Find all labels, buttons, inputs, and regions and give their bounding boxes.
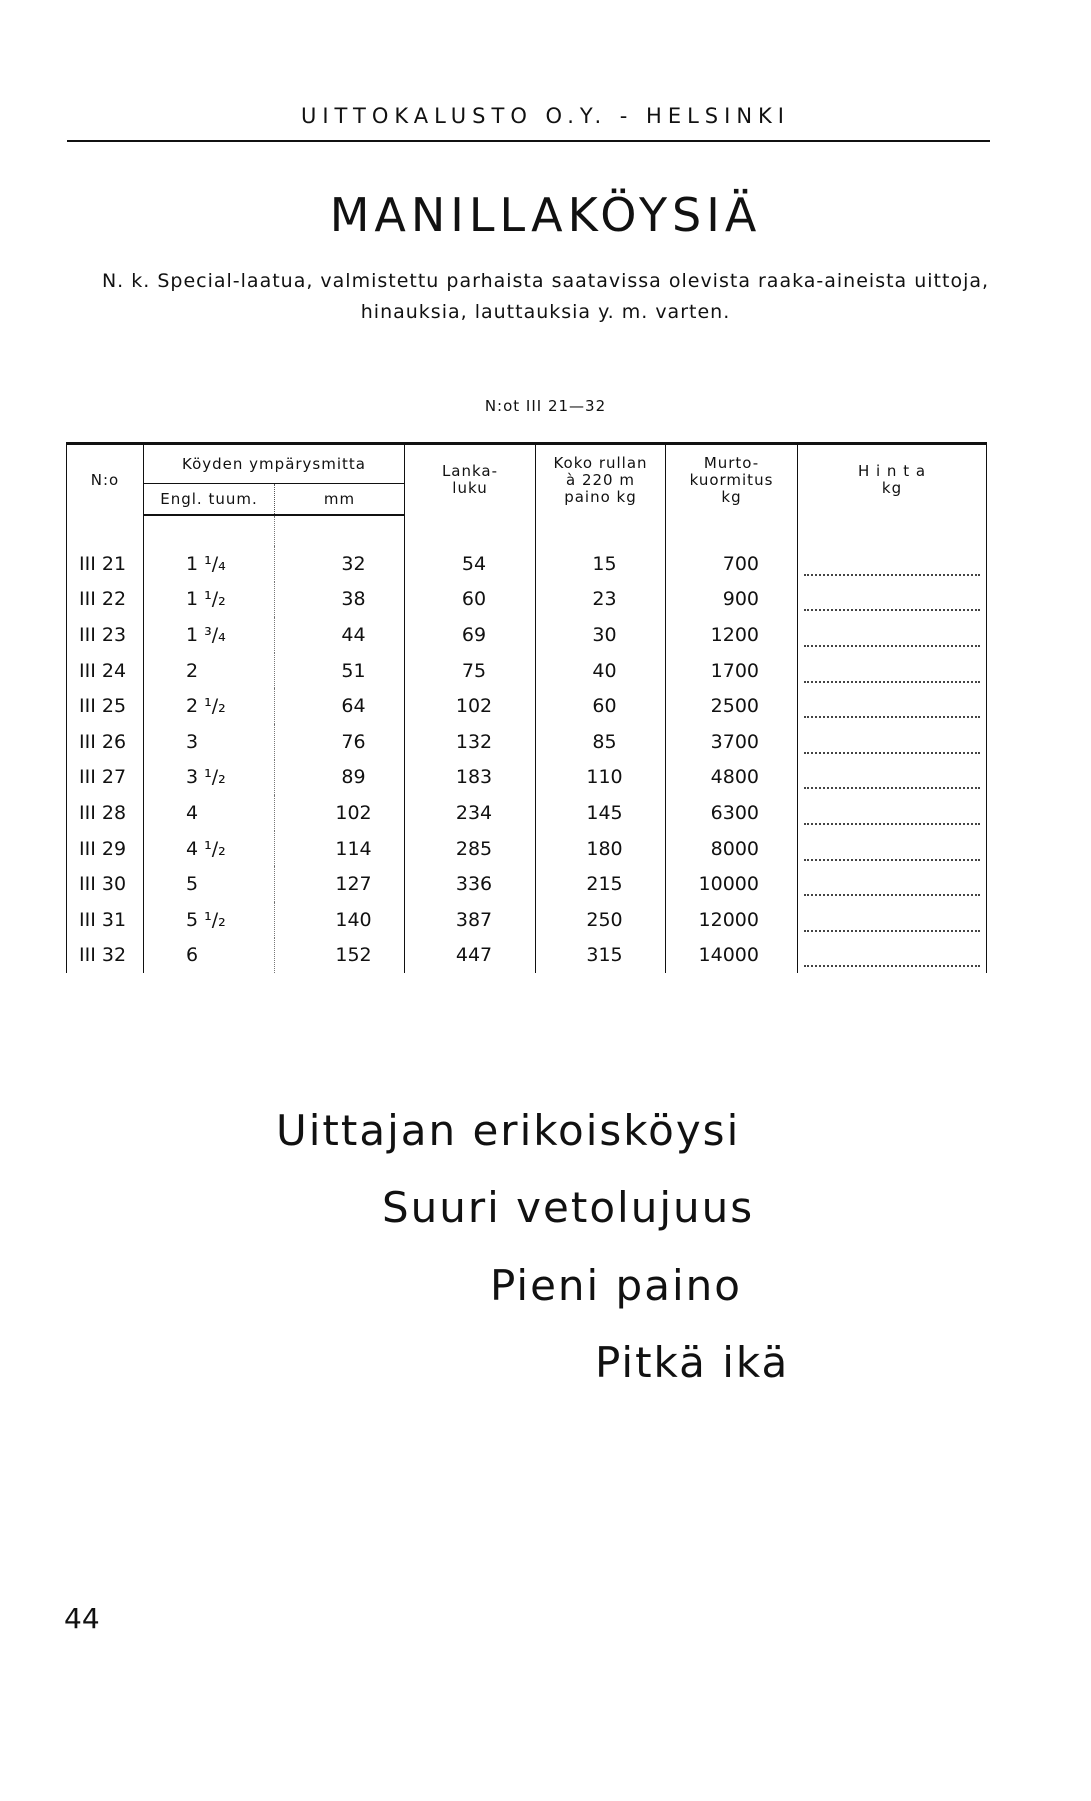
header-strands (405, 444, 536, 516)
cell-coil-weight: 315 (536, 938, 666, 974)
slogan-line-1: Uittajan erikoisköysi (276, 1106, 741, 1155)
cell-price-blank (798, 724, 987, 760)
cell-strands: 387 (405, 902, 536, 938)
cell-inch: 2 ¹/₂ (144, 688, 275, 724)
cell-strands: 75 (405, 653, 536, 689)
spacer-cell (536, 515, 666, 546)
dotted-leader (804, 556, 980, 576)
cell-inch: 2 (144, 653, 275, 689)
cell-mm: 114 (275, 831, 405, 867)
header-rule (67, 140, 990, 142)
cell-no: III 23 (67, 617, 144, 653)
cell-price-blank (798, 938, 987, 974)
cell-mm: 51 (275, 653, 405, 689)
cell-no: III 29 (67, 831, 144, 867)
header-coil-weight (536, 444, 666, 516)
header-breaking-line1: Murto- (703, 453, 760, 472)
cell-coil-weight: 15 (536, 546, 666, 582)
spacer-cell (275, 515, 405, 546)
cell-breaking-load: 4800 (666, 760, 798, 796)
cell-breaking-load: 10000 (666, 866, 798, 902)
range-label: N:ot III 21—32 (484, 397, 607, 415)
cell-mm: 38 (275, 582, 405, 618)
table-row (67, 938, 987, 974)
cell-breaking-load: 700 (666, 546, 798, 582)
dotted-leader (804, 947, 980, 967)
cell-no: III 32 (67, 938, 144, 974)
dotted-leader (804, 912, 980, 932)
cell-strands: 54 (405, 546, 536, 582)
table-row (67, 582, 987, 618)
cell-coil-weight: 85 (536, 724, 666, 760)
dotted-leader (804, 591, 980, 611)
cell-coil-weight: 110 (536, 760, 666, 796)
cell-price-blank (798, 795, 987, 831)
rope-table (66, 442, 987, 973)
cell-strands: 69 (405, 617, 536, 653)
cell-price-blank (798, 582, 987, 618)
cell-breaking-load: 2500 (666, 688, 798, 724)
header-strands-line1: Lanka- (441, 462, 499, 480)
cell-coil-weight: 40 (536, 653, 666, 689)
table-row (67, 617, 987, 653)
cell-price-blank (798, 617, 987, 653)
header-breaking-load (666, 444, 798, 516)
page-number: 44 (64, 1602, 100, 1635)
company-header: UITTOKALUSTO O.Y. - HELSINKI (300, 104, 791, 128)
table-row (67, 546, 987, 582)
table-row (67, 760, 987, 796)
dotted-leader (804, 805, 980, 825)
cell-coil-weight: 250 (536, 902, 666, 938)
cell-mm: 102 (275, 795, 405, 831)
cell-strands: 132 (405, 724, 536, 760)
cell-no: III 24 (67, 653, 144, 689)
dotted-leader (804, 841, 980, 861)
dotted-leader (804, 734, 980, 754)
cell-inch: 1 ¹/₂ (144, 582, 275, 618)
cell-inch: 4 (144, 795, 275, 831)
cell-mm: 89 (275, 760, 405, 796)
cell-breaking-load: 12000 (666, 902, 798, 938)
spacer-cell (798, 515, 987, 546)
cell-coil-weight: 60 (536, 688, 666, 724)
cell-no: III 25 (67, 688, 144, 724)
spacer-cell (67, 515, 144, 546)
cell-mm: 140 (275, 902, 405, 938)
cell-inch: 3 ¹/₂ (144, 760, 275, 796)
table-row (67, 866, 987, 902)
cell-no: III 22 (67, 582, 144, 618)
cell-price-blank (798, 546, 987, 582)
header-circumference: Köyden ympärysmitta (144, 444, 405, 484)
table-body (67, 515, 987, 973)
description (70, 266, 1021, 328)
cell-inch: 1 ³/₄ (144, 617, 275, 653)
table-row (67, 724, 987, 760)
table-row (67, 902, 987, 938)
cell-inch: 3 (144, 724, 275, 760)
header-coil-line1: Koko rullan (553, 453, 648, 472)
cell-breaking-load: 1200 (666, 617, 798, 653)
cell-price-blank (798, 902, 987, 938)
header-inch: Engl. tuum. (144, 484, 275, 516)
header-price (798, 444, 987, 516)
table-row (67, 795, 987, 831)
header-strands-line2: luku (452, 479, 488, 497)
cell-coil-weight: 180 (536, 831, 666, 867)
cell-strands: 336 (405, 866, 536, 902)
table-row (67, 688, 987, 724)
cell-inch: 5 (144, 866, 275, 902)
cell-price-blank (798, 688, 987, 724)
cell-price-blank (798, 831, 987, 867)
description-line-1: N. k. Special-laatua, valmistettu parhaista saatavissa olevista raaka-aineista uittoja, (101, 270, 990, 292)
cell-no: III 31 (67, 902, 144, 938)
header-mm: mm (275, 484, 405, 516)
cell-strands: 285 (405, 831, 536, 867)
cell-coil-weight: 215 (536, 866, 666, 902)
cell-mm: 44 (275, 617, 405, 653)
cell-no: III 27 (67, 760, 144, 796)
cell-price-blank (798, 653, 987, 689)
cell-breaking-load: 14000 (666, 938, 798, 974)
spacer-cell (144, 515, 275, 546)
cell-price-blank (798, 760, 987, 796)
cell-strands: 447 (405, 938, 536, 974)
table-row (67, 831, 987, 867)
cell-inch: 6 (144, 938, 275, 974)
table-row (67, 653, 987, 689)
cell-inch: 4 ¹/₂ (144, 831, 275, 867)
slogan-line-3: Pieni paino (490, 1261, 742, 1310)
cell-breaking-load: 8000 (666, 831, 798, 867)
slogan-line-4: Pitkä ikä (595, 1338, 790, 1387)
cell-coil-weight: 30 (536, 617, 666, 653)
dotted-leader (804, 769, 980, 789)
cell-strands: 60 (405, 582, 536, 618)
header-no: N:o (67, 444, 144, 516)
slogan-line-2: Suuri vetolujuus (382, 1183, 755, 1232)
header-coil-line2: à 220 m (566, 470, 635, 489)
cell-breaking-load: 1700 (666, 653, 798, 689)
cell-breaking-load: 3700 (666, 724, 798, 760)
cell-no: III 30 (67, 866, 144, 902)
spacer-cell (666, 515, 798, 546)
cell-mm: 32 (275, 546, 405, 582)
cell-no: III 21 (67, 546, 144, 582)
cell-mm: 127 (275, 866, 405, 902)
cell-strands: 234 (405, 795, 536, 831)
cell-no: III 26 (67, 724, 144, 760)
cell-inch: 5 ¹/₂ (144, 902, 275, 938)
cell-no: III 28 (67, 795, 144, 831)
header-breaking-line3: kg (721, 487, 742, 506)
table-spacer-row (67, 515, 987, 546)
dotted-leader (804, 663, 980, 683)
rope-table-container (66, 442, 986, 990)
dotted-leader (804, 627, 980, 647)
cell-coil-weight: 145 (536, 795, 666, 831)
cell-strands: 183 (405, 760, 536, 796)
cell-strands: 102 (405, 688, 536, 724)
header-breaking-line2: kuormitus (689, 470, 774, 489)
header-price-line1: H i n t a (857, 462, 927, 480)
table-header (67, 444, 987, 516)
cell-mm: 64 (275, 688, 405, 724)
dotted-leader (804, 876, 980, 896)
cell-price-blank (798, 866, 987, 902)
cell-coil-weight: 23 (536, 582, 666, 618)
header-price-line2: kg (881, 479, 903, 497)
page-title: MANILLAKÖYSIÄ (329, 188, 762, 242)
cell-breaking-load: 6300 (666, 795, 798, 831)
description-line-2: hinauksia, lauttauksia y. m. varten. (360, 301, 731, 323)
cell-mm: 76 (275, 724, 405, 760)
cell-breaking-load: 900 (666, 582, 798, 618)
cell-inch: 1 ¹/₄ (144, 546, 275, 582)
header-coil-line3: paino kg (564, 487, 637, 506)
cell-mm: 152 (275, 938, 405, 974)
dotted-leader (804, 698, 980, 718)
spacer-cell (405, 515, 536, 546)
